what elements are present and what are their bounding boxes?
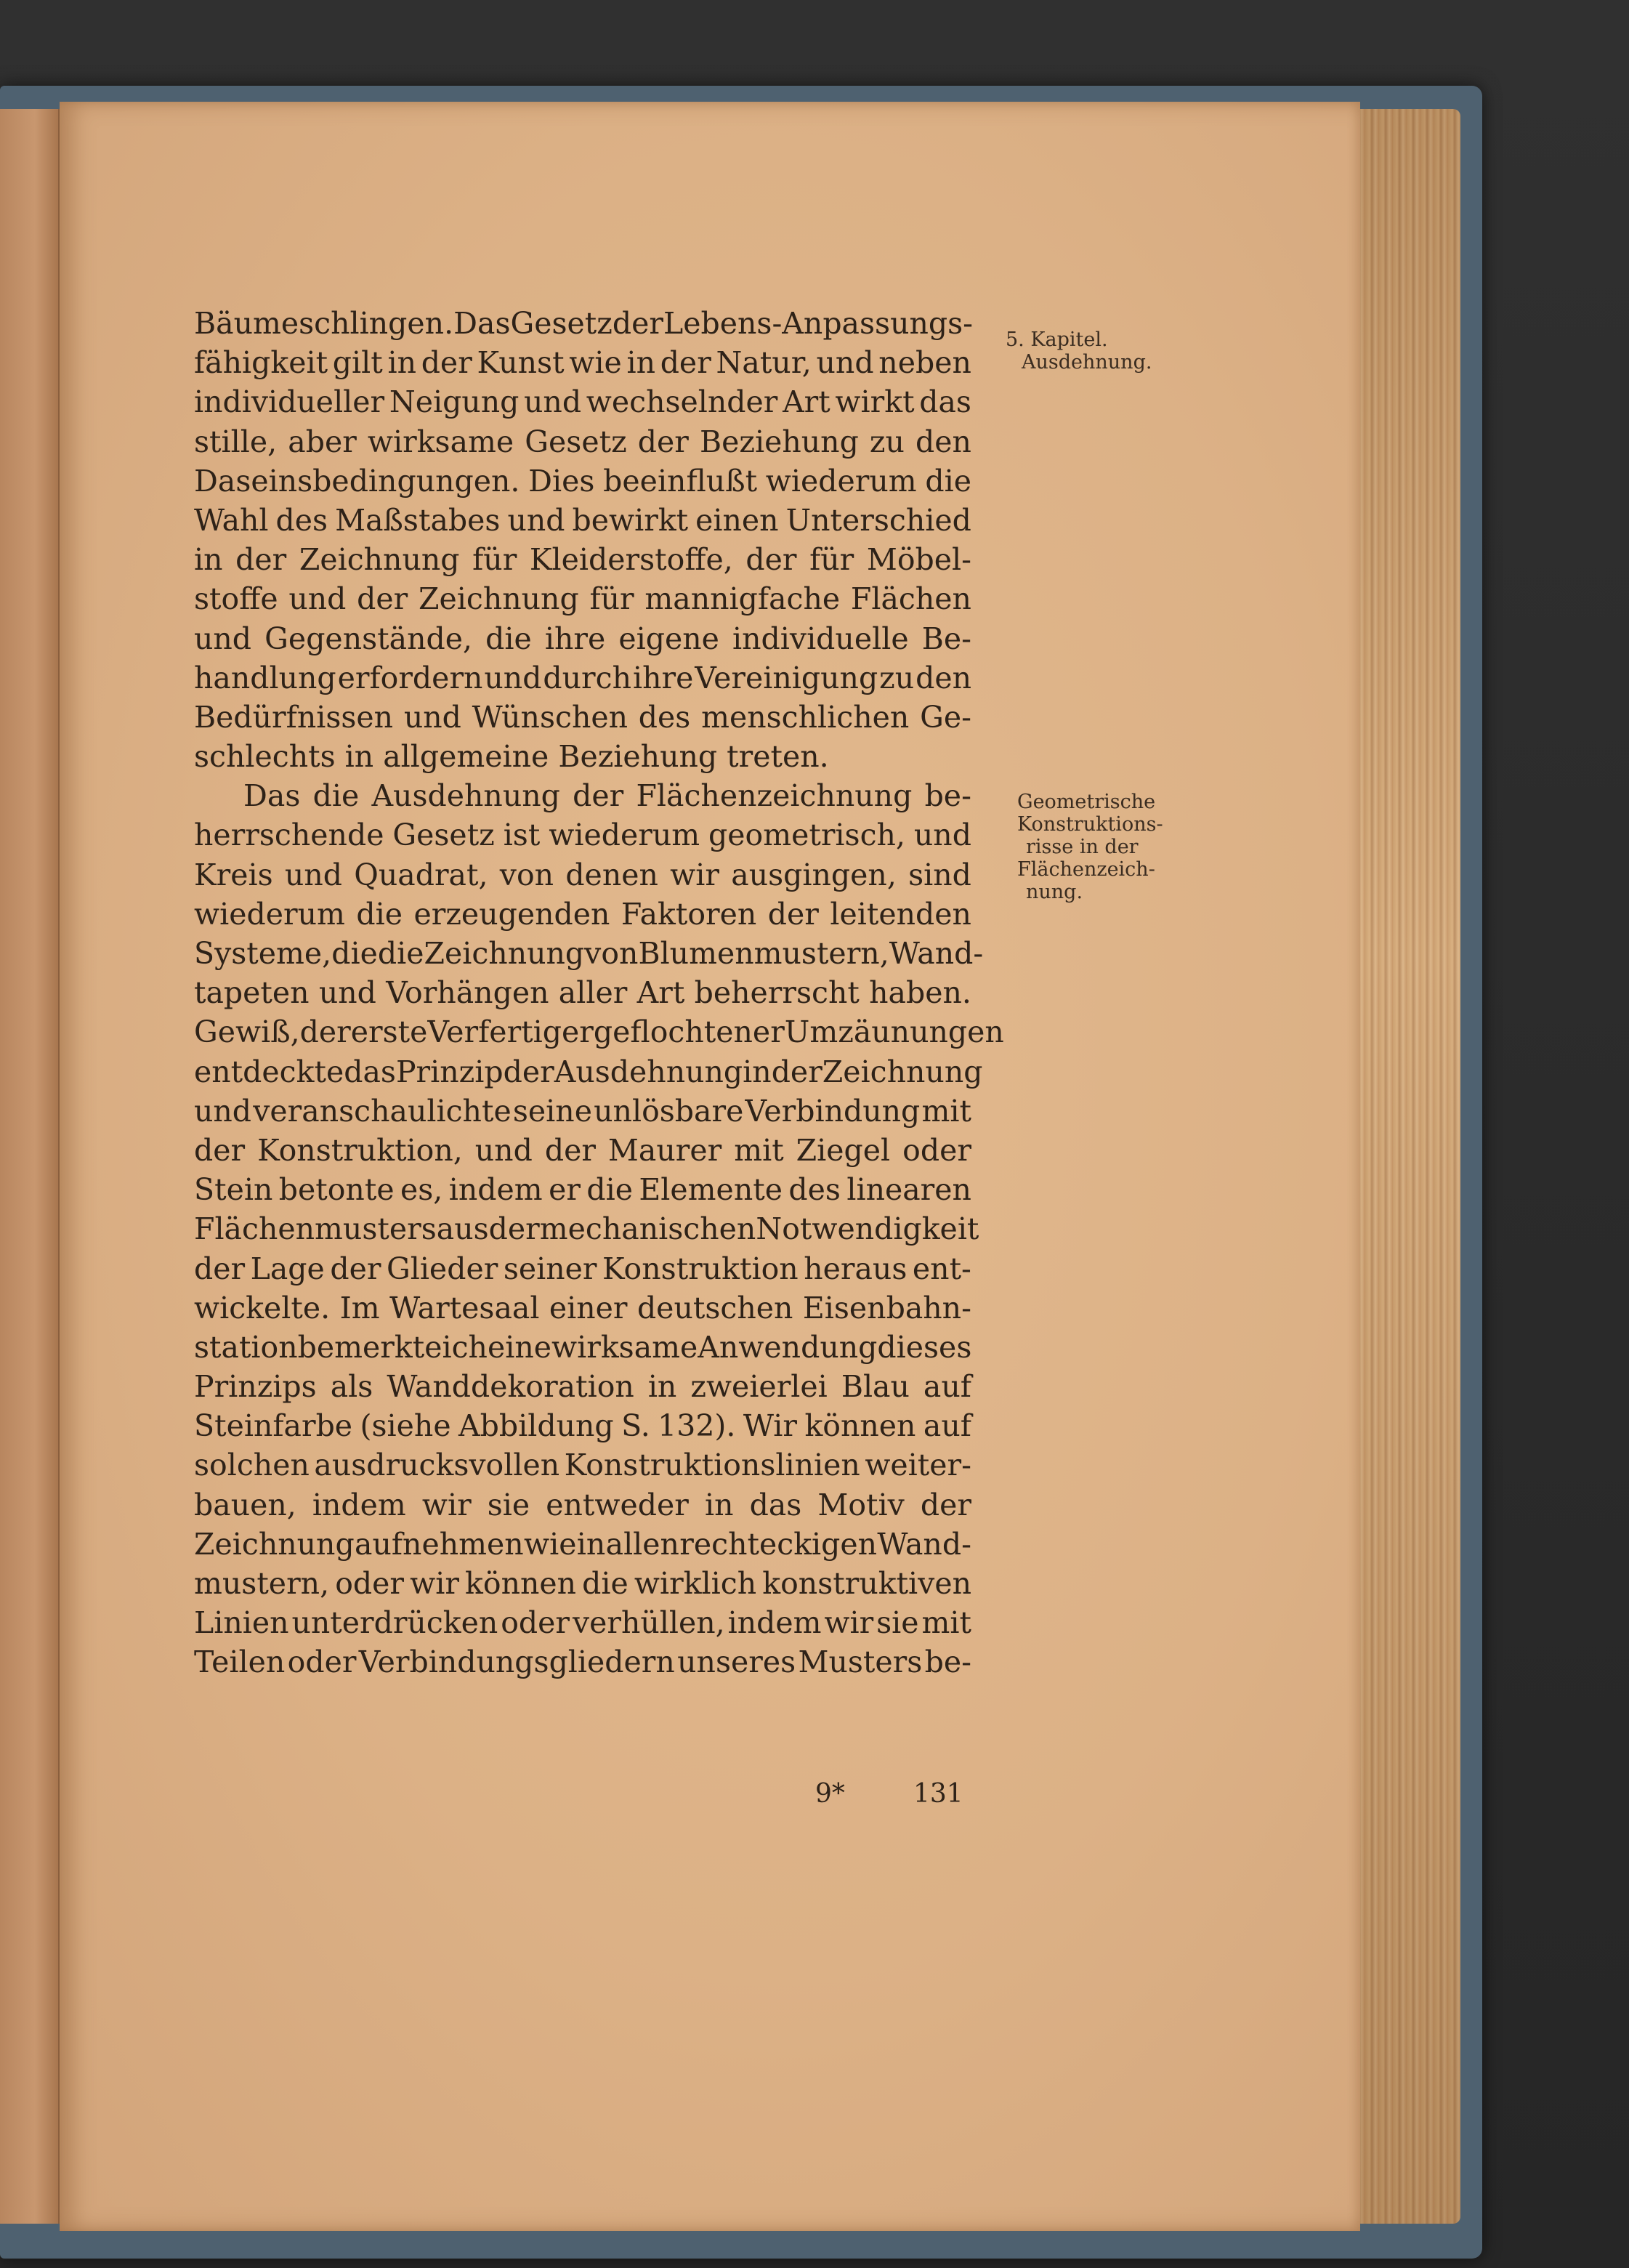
text-line: Wahl des Maßstabes und bewirkt einen Unterschied <box>194 502 971 538</box>
margin-note-chapter <box>1006 328 1152 374</box>
text-line: fähigkeit gilt in der Kunst wie in der Natur, und neben <box>194 345 971 381</box>
text-line: mustern, oder wir können die wirklich konstruktiven <box>194 1566 971 1601</box>
text-line: bauen, indem wir sie entweder in das Motiv der <box>194 1487 971 1522</box>
text-line: Gewiß, der erste Verfertiger geflochtener Umzäunungen <box>194 1014 1004 1050</box>
margin-note-geometric <box>1017 791 1163 903</box>
text-line: individueller Neigung und wechselnder Art wirkt das <box>194 384 971 420</box>
margin-note-line: risse in der <box>1026 836 1139 858</box>
text-line: station bemerkte ich eine wirksame Anwendung dieses <box>194 1329 972 1365</box>
margin-note-line: nung. <box>1026 881 1083 903</box>
text-line: in der Zeichnung für Kleiderstoffe, der für Möbel- <box>194 542 971 578</box>
text-line: Zeichnung aufnehmen wie in allen rechteckigen Wand- <box>194 1526 971 1562</box>
text-line: Systeme, die die Zeichnung von Blumenmustern, Wand- <box>194 936 984 971</box>
margin-note-line: Geometrische <box>1017 791 1156 813</box>
text-line: Kreis und Quadrat, von denen wir ausgingen, sind <box>194 857 971 892</box>
text-line: Stein betonte es, indem er die Elemente des linearen <box>194 1172 971 1208</box>
text-line: der Lage der Glieder seiner Konstruktion heraus ent- <box>194 1251 971 1286</box>
page-number: 131 <box>913 1779 963 1809</box>
previous-page-edge <box>0 109 60 2224</box>
text-line: Das die Ausdehnung der Flächenzeichnung be- <box>243 778 971 814</box>
text-line: Bäume schlingen. Das Gesetz der Lebens-Anpassungs- <box>194 306 974 341</box>
signature-mark: 9* <box>815 1779 845 1809</box>
text-line: der Konstruktion, und der Maurer mit Ziegel oder <box>194 1132 971 1168</box>
text-line: Bedürfnissen und Wünschen des menschlichen Ge- <box>194 699 971 735</box>
text-line: wickelte. Im Wartesaal einer deutschen Eisenbahn- <box>194 1290 971 1325</box>
margin-note-line: Flächenzeich- <box>1017 858 1155 881</box>
text-line: tapeten und Vorhängen aller Art beherrscht haben. <box>194 975 971 1011</box>
text-line: stille, aber wirksame Gesetz der Beziehung zu den <box>194 424 971 459</box>
text-line: schlechts in allgemeine Beziehung treten. <box>194 739 829 775</box>
text-line: herrschende Gesetz ist wiederum geometrisch, und <box>194 818 971 853</box>
text-line: solchen ausdrucksvollen Konstruktionslinien weiter- <box>194 1448 971 1483</box>
text-line: handlung erfordern und durch ihre Vereinigung zu den <box>194 660 971 695</box>
text-line: wiederum die erzeugenden Faktoren der leitenden <box>194 896 971 932</box>
text-line: Steinfarbe (siehe Abbildung S. 132). Wir können auf <box>194 1408 971 1444</box>
body-text <box>194 304 1004 1682</box>
text-line: Flächenmusters aus der mechanischen Notwendigkeit <box>194 1211 979 1247</box>
margin-note-line: 5. Kapitel. <box>1006 328 1108 351</box>
text-line: Prinzips als Wanddekoration in zweierlei Blau auf <box>194 1369 971 1405</box>
margin-note-line: Ausdehnung. <box>1022 351 1152 374</box>
text-line: stoffe und der Zeichnung für mannigfache Flächen <box>194 581 971 617</box>
text-line: und Gegenstände, die ihre eigene individuelle Be- <box>194 621 971 656</box>
book-page <box>60 102 1360 2231</box>
text-line: entdeckte das Prinzip der Ausdehnung in der Zeichnung <box>194 1054 983 1089</box>
text-line: Daseinsbedingungen. Dies beeinflußt wiederum die <box>194 463 971 499</box>
page-stack-edges <box>1351 109 1460 2224</box>
text-line: und veranschaulichte seine unlösbare Verbindung mit <box>194 1093 971 1129</box>
text-line: Teilen oder Verbindungsgliedern unseres Musters be- <box>194 1644 971 1680</box>
text-line: Linien unterdrücken oder verhüllen, indem wir sie mit <box>194 1605 971 1641</box>
margin-note-line: Konstruktions- <box>1017 813 1163 836</box>
